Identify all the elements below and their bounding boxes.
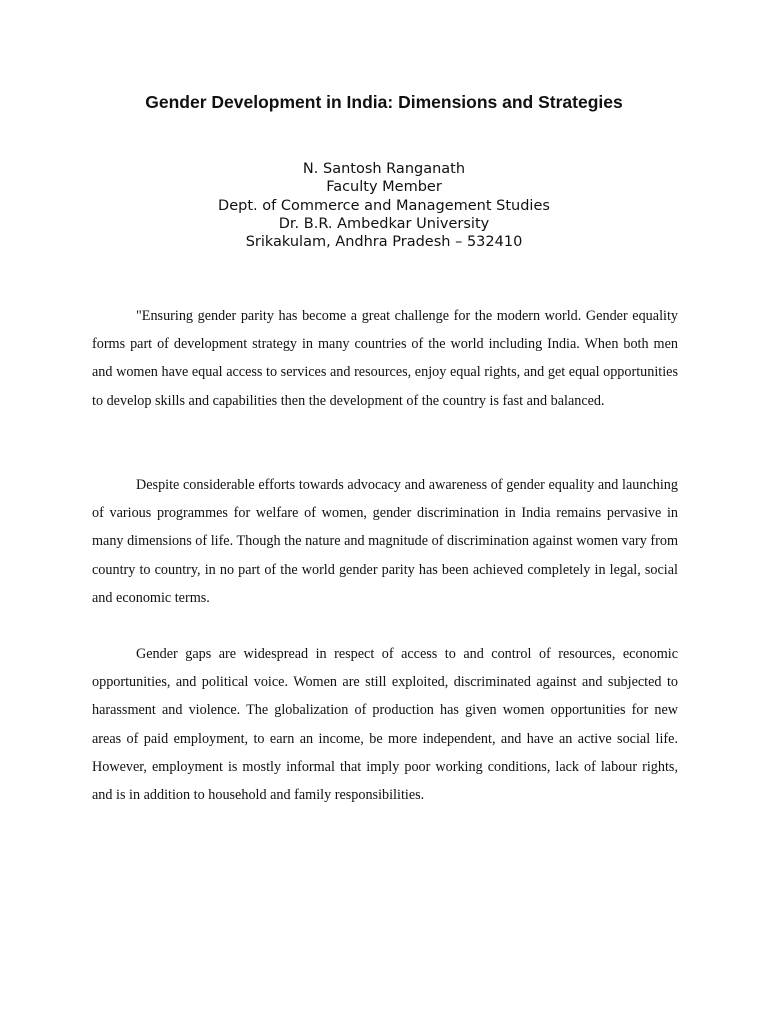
- body-paragraph-3: Gender gaps are widespread in respect of access to and control of resources, economic opportunities, and political voice. Women are still exploited, discriminated against and subjected to harassment and violence. The globalization of production has given women opportunities for new areas of paid employment, to earn an income, be more independent, and have an active social life. However, employment is mostly informal that imply poor working conditions, lack of labour rights, and is in addition to household and family responsibilities.: [92, 646, 678, 804]
- body-paragraph-1: "Ensuring gender parity has become a great challenge for the modern world. Gender equality forms part of development strategy in many countries of the world including India. When both men and women have equal access to services and resources, enjoy equal rights, and get equal opportunities to develop skills and capabilities then the development of the country is fast and balanced.: [92, 308, 678, 409]
- document-title: Gender Development in India: Dimensions and Strategies: [145, 92, 623, 112]
- author-location: Srikakulam, Andhra Pradesh – 532410: [245, 234, 523, 251]
- author-name: N. Santosh Ranganath: [302, 161, 466, 177]
- author-position: Faculty Member: [326, 179, 442, 196]
- author-department: Dept. of Commerce and Management Studies: [218, 197, 550, 214]
- body-paragraph-2: Despite considerable efforts towards advocacy and awareness of gender equality and launching of various programmes for welfare of women, gender discrimination in India remains pervasive in many dimensions of life. Though the nature and magnitude of discrimination against women vary from country to country, in no part of the world gender parity has been achieved completely in legal, social and economic terms.: [92, 477, 678, 606]
- author-university: Dr. B.R. Ambedkar University: [278, 215, 490, 232]
- author-block: [0, 160, 768, 251]
